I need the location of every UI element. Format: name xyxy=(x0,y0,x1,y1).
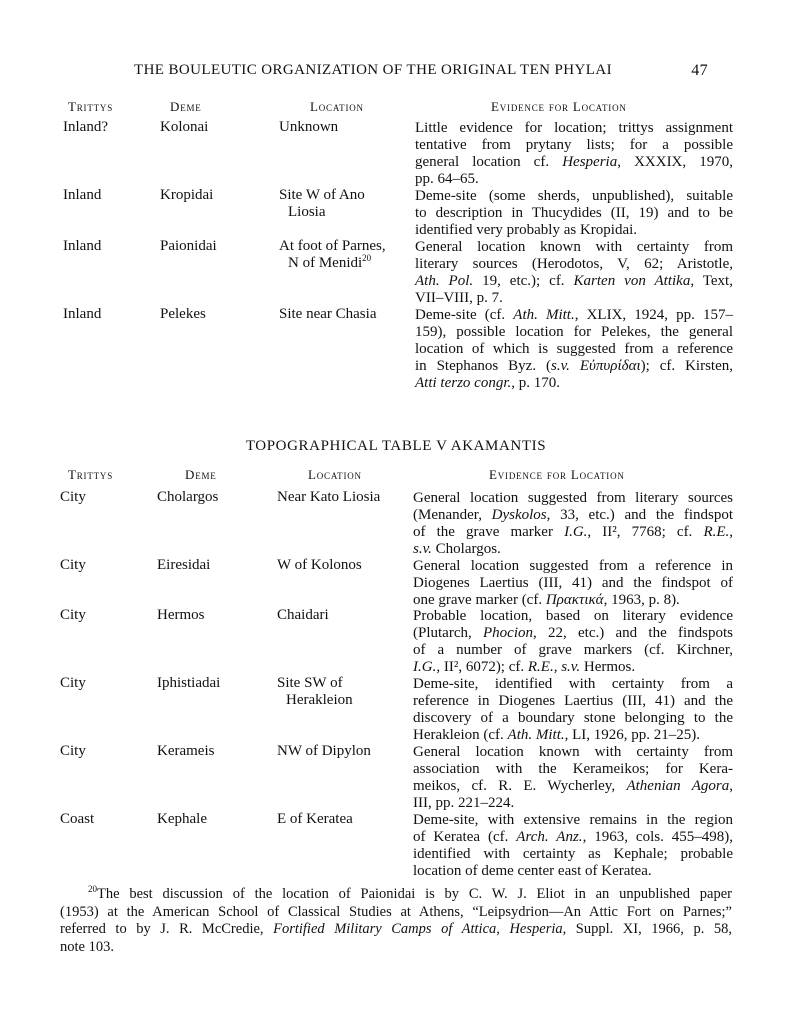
table-cell-location: Chaidari xyxy=(277,607,329,623)
table-cell-deme: Pelekes xyxy=(160,306,206,322)
running-head-title: THE BOULEUTIC ORGANIZATION OF THE ORIGINAL TEN PHYLAI xyxy=(134,62,612,78)
table-cell-evidence: General location suggested from literary sources (Menander, Dyskolos, 33, etc.) and the findspot of the grave marker I.G., II², 7768; cf. R.E., s.v. Cholargos. xyxy=(413,490,734,557)
table-cell-trittys: Coast xyxy=(60,811,95,827)
column-header-deme: Deme xyxy=(185,467,217,482)
table-cell-evidence: General location known with certainty from literary sources (Herodotos, V, 62; Aristotle, Ath. Pol. 19, etc.); cf. Karten von Attika, Text, VII–VIII, p. 7. xyxy=(415,239,733,306)
table-cell-evidence: Deme-site, identified with certainty from a reference in Diogenes Laertius (III, 41) and the discovery of a boundary stone belonging to the Herakleion (cf. Ath. Mitt., LI, 1926, pp. 21–25). xyxy=(413,676,733,743)
table-cell-location: Unknown xyxy=(279,119,339,135)
page-number: 47 xyxy=(691,62,708,79)
table-cell-evidence: Probable location, based on literary evidence (Plutarch, Phocion, 22, etc.) and the findspots of a number of grave markers (cf. Kirchner, I.G., II², 6072); cf. R.E., s.v. Hermos. xyxy=(413,608,734,675)
table-cell-trittys: Inland xyxy=(63,306,102,322)
table-cell-deme: Kephale xyxy=(157,811,207,827)
table-cell-deme: Paionidai xyxy=(160,238,217,254)
table-cell-location: E of Keratea xyxy=(277,811,353,827)
table-cell-trittys: Inland xyxy=(63,187,102,203)
table-cell-deme: Hermos xyxy=(157,607,205,623)
section-title: TOPOGRAPHICAL TABLE V AKAMANTIS xyxy=(245,438,547,454)
table-cell-deme: Kropidai xyxy=(160,187,214,203)
footnote: $^{20}$The best discussion of the location of Paionidai is by C. W. J. Eliot in an unpublished paper (1953) at the American School of Classical Studies at Athens, “Leipsydrion—An Attic Fort on Parnes;” referred to by J. R. McCredie, Fortified Military Camps of Attica, Hesperia, Suppl. XI, 1966, p. 58, note 103. xyxy=(60,884,732,955)
table-cell-evidence: Deme-site (cf. Ath. Mitt., XLIX, 1924, pp. 157– 159), possible location for Pelekes, the general location of which is suggested from a reference in Stephanos Byz. (s.v. Εὐπυρίδαι); cf. Kirsten, Atti terzo congr., p. 170. xyxy=(415,307,734,391)
table-cell-evidence: General location suggested from a reference in Diogenes Laertius (III, 41) and the findspot of one grave marker (cf. Πρακτικά, 1963, p. 8). xyxy=(413,558,733,608)
footnote-number: 20 xyxy=(88,884,97,894)
column-header-location: Location xyxy=(310,99,364,114)
column-header-trittys: Trittys xyxy=(68,467,114,482)
column-header-deme: Deme xyxy=(170,99,202,114)
table-cell-trittys: Inland xyxy=(63,238,102,254)
table-cell-location: Site W of Ano Liosia xyxy=(279,187,365,220)
table-cell-evidence: Deme-site (some sherds, unpublished), suitable to description in Thucydides (II, 19) and to be identified very probably as Kropidai. xyxy=(415,188,733,238)
table-cell-trittys: Inland? xyxy=(63,119,108,135)
table-cell-evidence: Little evidence for location; trittys assignment tentative from prytany lists; for a possible general location cf. Hesperia, XXXIX, 1970, pp. 64–65. xyxy=(415,120,734,187)
column-header-evidence: Evidence for Location xyxy=(489,467,625,482)
table-cell-location: Site SW of Herakleion xyxy=(277,675,353,708)
table-cell-deme: Cholargos xyxy=(157,489,219,505)
table-cell-location: Site near Chasia xyxy=(279,306,377,322)
table-cell-trittys: City xyxy=(60,743,86,759)
table-cell-trittys: City xyxy=(60,607,86,623)
table-cell-deme: Eiresidai xyxy=(157,557,211,573)
table-cell-location: NW of Dipylon xyxy=(277,743,371,759)
table-cell-trittys: City xyxy=(60,489,86,505)
table-cell-trittys: City xyxy=(60,675,86,691)
table-cell-evidence: Deme-site, with extensive remains in the region of Keratea (cf. Arch. Anz., 1963, cols. 455–498), identified with certainty as Kephale; probable location of deme center east of Keratea. xyxy=(413,812,733,879)
table-cell-location: W of Kolonos xyxy=(277,557,362,573)
table-cell-deme: Kerameis xyxy=(157,743,215,759)
column-header-evidence: Evidence for Location xyxy=(491,99,627,114)
footnote-ref[interactable]: 20 xyxy=(362,253,372,263)
table-cell-deme: Iphistiadai xyxy=(157,675,221,691)
table-cell-evidence: General location known with certainty from association with the Kerameikos; for Kera- meikos, cf. R. E. Wycherley, Athenian Agora, III, pp. 221–224. xyxy=(413,744,733,811)
column-header-location: Location xyxy=(308,467,362,482)
column-header-trittys: Trittys xyxy=(68,99,114,114)
table-cell-trittys: City xyxy=(60,557,86,573)
table-cell-location: At foot of Parnes, N of Menidi$^{20}$ xyxy=(279,238,386,271)
table-cell-deme: Kolonai xyxy=(160,119,209,135)
table-cell-location: Near Kato Liosia xyxy=(277,489,381,505)
